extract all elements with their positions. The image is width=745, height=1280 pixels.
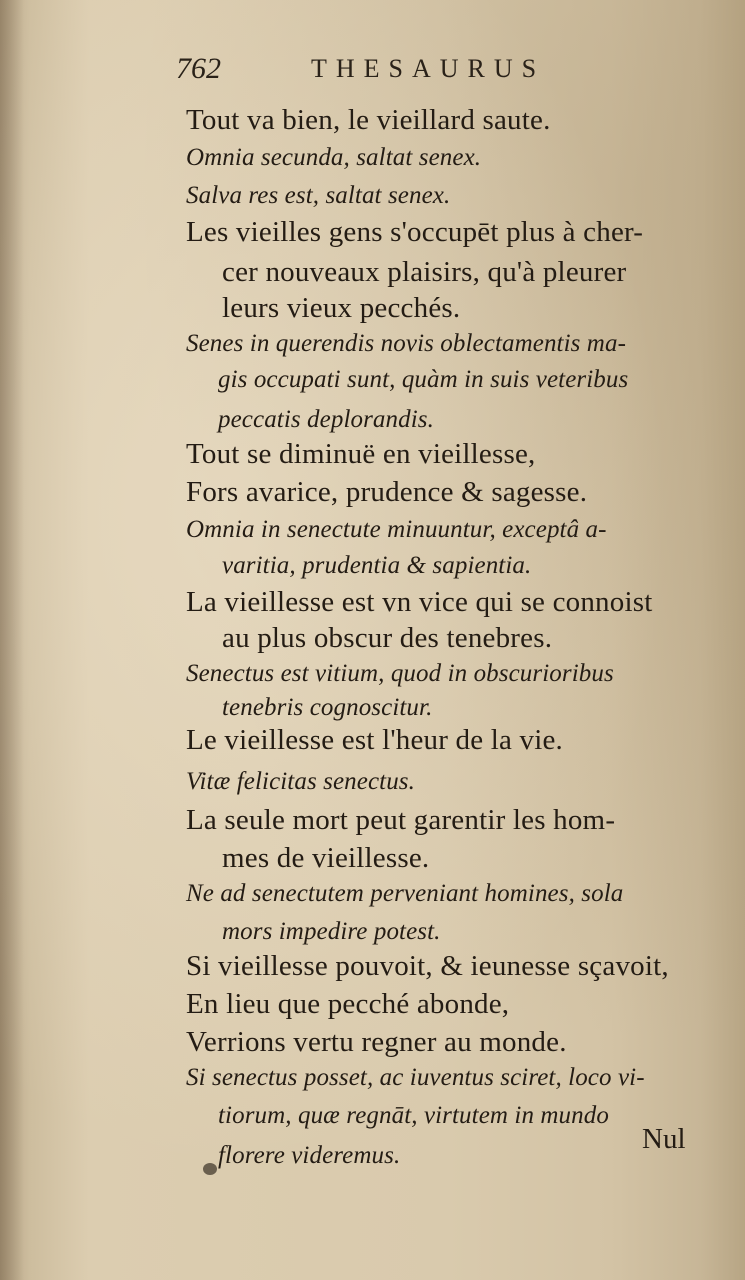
text-line-french: Les vieilles gens s'occupēt plus à cher- <box>186 216 644 248</box>
page-number: 762 <box>176 52 221 85</box>
text-line-french: En lieu que pecché abonde, <box>186 988 510 1020</box>
text-line-french: Tout se diminuë en vieillesse, <box>186 438 536 470</box>
text-line-latin: mors impedire potest. <box>222 918 441 945</box>
catchword: Nul <box>642 1123 686 1155</box>
text-line-french: Verrions vertu regner au monde. <box>186 1026 567 1058</box>
text-line-latin: Vitæ felicitas senectus. <box>186 768 415 795</box>
text-line-latin: peccatis deplorandis. <box>218 406 434 433</box>
text-line-latin: Si senectus posset, ac iuventus sciret, loco vi- <box>186 1064 645 1091</box>
running-title: THESAURUS <box>311 54 546 83</box>
text-line-latin: tiorum, quæ regnāt, virtutem in mundo <box>218 1102 609 1129</box>
text-line-latin: Omnia in senectute minuuntur, exceptâ a- <box>186 516 607 543</box>
text-line-latin: Senes in querendis novis oblectamentis ma- <box>186 330 626 357</box>
text-line-french: Fors avarice, prudence & sagesse. <box>186 476 588 508</box>
text-line-latin: Senectus est vitium, quod in obscurioribus <box>186 660 614 687</box>
text-line-french: leurs vieux pecchés. <box>222 292 461 324</box>
text-line-french: La seule mort peut garentir les hom- <box>186 804 616 836</box>
text-line-french: cer nouveaux plaisirs, qu'à pleurer <box>222 256 627 288</box>
text-line-latin: florere videremus. <box>218 1142 401 1169</box>
text-line-french: Tout va bien, le vieillard saute. <box>186 104 551 136</box>
text-line-latin: Omnia secunda, saltat senex. <box>186 144 482 171</box>
text-line-french: mes de vieillesse. <box>222 842 430 874</box>
text-line-latin: Salva res est, saltat senex. <box>186 182 451 209</box>
text-line-french: La vieillesse est vn vice qui se connoist <box>186 586 653 618</box>
text-line-latin: Ne ad senectutem perveniant homines, sola <box>186 880 624 907</box>
text-line-latin: tenebris cognoscitur. <box>222 694 433 721</box>
text-line-french: au plus obscur des tenebres. <box>222 622 553 654</box>
text-line-latin: varitia, prudentia & sapientia. <box>222 552 532 579</box>
ink-blot <box>203 1163 217 1175</box>
text-line-french: Le vieillesse est l'heur de la vie. <box>186 724 564 756</box>
text-line-latin: gis occupati sunt, quàm in suis veteribus <box>218 366 629 393</box>
text-line-french: Si vieillesse pouvoit, & ieunesse sçavoit, <box>186 950 669 982</box>
